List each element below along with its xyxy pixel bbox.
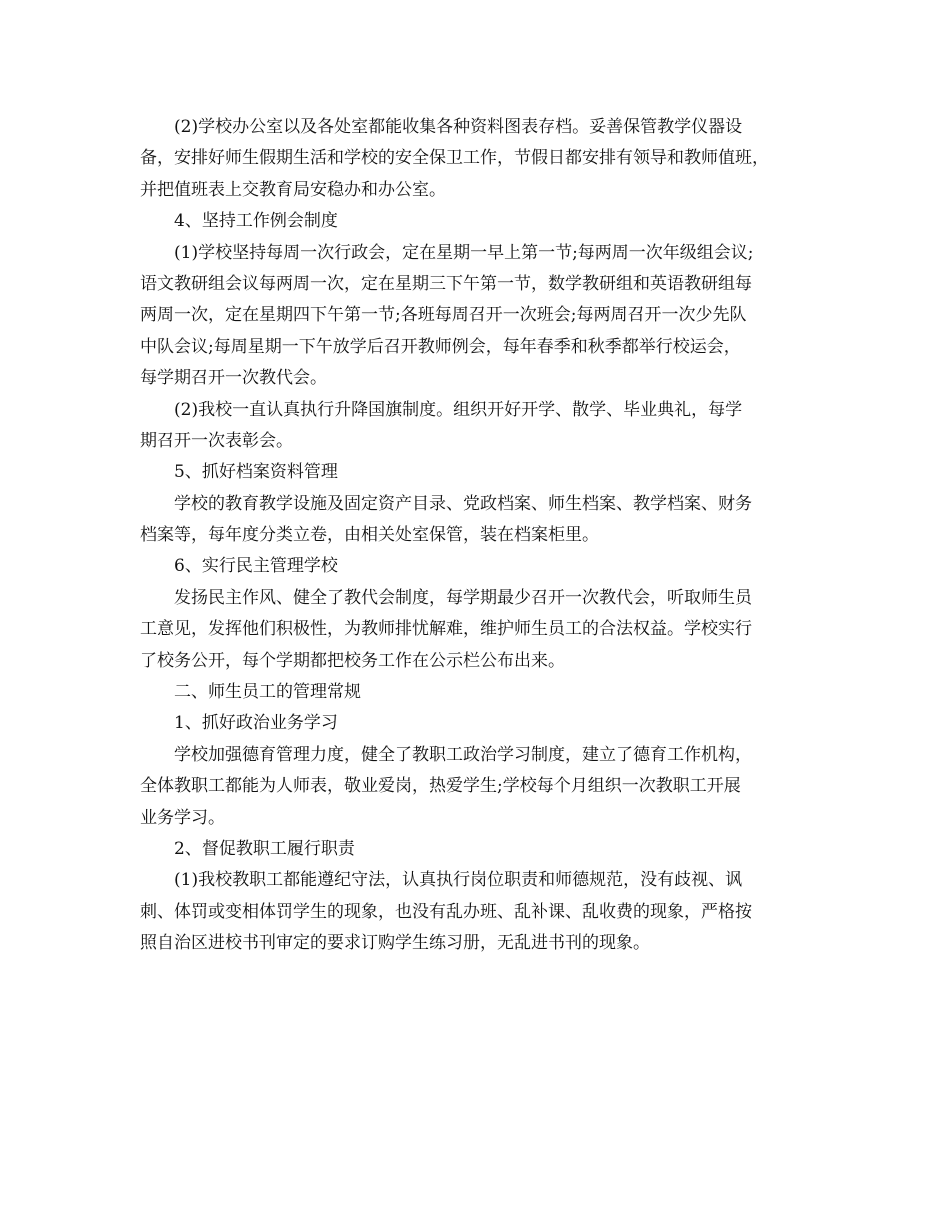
section-heading: 5、抓好档案资料管理 (174, 462, 338, 483)
document-body (140, 112, 820, 960)
paragraph-line: 学校加强德育管理力度，健全了教职工政治学习制度，建立了德育工作机构， (174, 744, 752, 765)
paragraph-line: (1)我校教职工都能遵纪守法，认真执行岗位职责和师德规范，没有歧视、讽 (174, 870, 743, 891)
paragraph-line: 工意见，发挥他们积极性，为教师排忧解难，维护师生员工的合法权益。学校实行 (140, 619, 752, 640)
paragraph-line: (2)我校一直认真执行升降国旗制度。组织开好开学、散学、毕业典礼，每学 (174, 399, 743, 420)
paragraph-line: 刺、体罚或变相体罚学生的现象，也没有乱办班、乱补课、乱收费的现象，严格按 (140, 901, 752, 922)
paragraph-line: 两周一次，定在星期四下午第一节;各班每周召开一次班会;每两周召开一次少先队 (140, 305, 747, 326)
paragraph-line: 中队会议;每周星期一下午放学后召开教师例会，每年春季和秋季都举行校运会， (140, 336, 741, 357)
paragraph-line: 档案等，每年度分类立卷，由相关处室保管，装在档案柜里。 (140, 525, 599, 546)
section-heading: 2、督促教职工履行职责 (174, 838, 355, 859)
chapter-heading: 二、师生员工的管理常规 (174, 682, 361, 703)
paragraph-line: 语文教研组会议每两周一次，定在星期三下午第一节，数学教研组和英语教研组每 (140, 273, 752, 294)
paragraph-line: 照自治区进校书刊审定的要求订购学生练习册，无乱进书刊的现象。 (140, 933, 650, 954)
paragraph-line: (2)学校办公室以及各处室都能收集各种资料图表存档。妥善保管教学仪器设 (174, 117, 743, 137)
paragraph-line: (1)学校坚持每周一次行政会，定在星期一早上第一节;每两周一次年级组会议; (174, 242, 754, 263)
paragraph-line: 每学期召开一次教代会。 (140, 368, 327, 389)
paragraph-line: 业务学习。 (140, 807, 225, 828)
paragraph-line: 期召开一次表彰会。 (140, 430, 293, 451)
paragraph-line: 并把值班表上交教育局安稳办和办公室。 (140, 179, 446, 200)
paragraph-line: 全体教职工都能为人师表，敬业爱岗，热爱学生;学校每个月组织一次教职工开展 (140, 776, 741, 797)
paragraph-line: 备，安排好师生假期生活和学校的安全保卫工作，节假日都安排有领导和教师值班， (140, 148, 769, 169)
section-heading: 6、实行民主管理学校 (174, 556, 338, 577)
paragraph-line: 发扬民主作风、健全了教代会制度，每学期最少召开一次教代会，听取师生员 (174, 587, 752, 608)
section-heading: 4、坚持工作例会制度 (174, 211, 338, 232)
paragraph-line: 了校务公开，每个学期都把校务工作在公示栏公布出来。 (140, 650, 565, 671)
section-heading: 1、抓好政治业务学习 (174, 713, 338, 734)
paragraph-line: 学校的教育教学设施及固定资产目录、党政档案、师生档案、教学档案、财务 (174, 493, 752, 514)
